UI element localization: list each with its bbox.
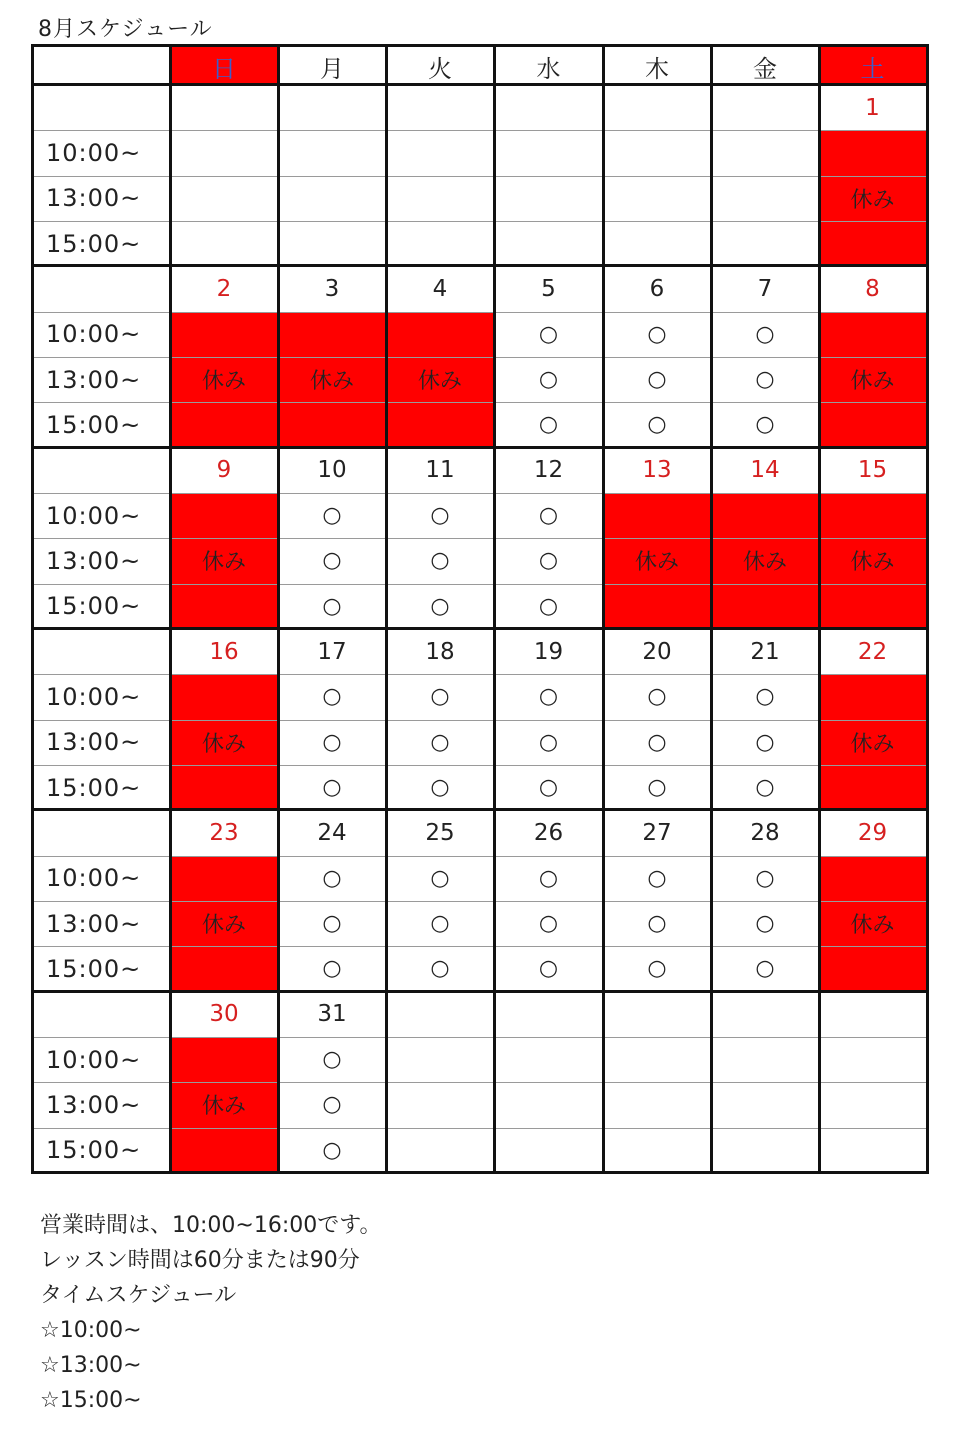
time-label: 15:00~	[46, 229, 142, 258]
time-label: 15:00~	[46, 1136, 142, 1165]
weekday-header: 木	[645, 54, 669, 83]
open-slot-mark[interactable]: ○	[755, 775, 775, 801]
weekday-header: 日	[170, 47, 278, 85]
weekday-header: 金	[753, 54, 777, 83]
row-divider	[34, 946, 926, 947]
open-slot-mark[interactable]: ○	[647, 865, 667, 891]
date-cell: 20	[642, 638, 672, 665]
date-cell: 25	[425, 819, 455, 846]
time-label: 15:00~	[46, 410, 142, 439]
date-cell: 1	[865, 94, 880, 121]
open-slot-mark[interactable]: ○	[430, 548, 450, 574]
open-slot-mark[interactable]: ○	[755, 367, 775, 393]
rest-block: 休み	[386, 312, 494, 448]
note-line: ☆13:00~	[40, 1353, 142, 1378]
column-divider	[493, 47, 496, 1171]
rest-block: 休み	[170, 856, 278, 992]
time-label: 10:00~	[46, 501, 142, 530]
date-cell: 15	[857, 457, 888, 484]
open-slot-mark[interactable]: ○	[430, 775, 450, 801]
row-divider	[34, 765, 926, 766]
row-divider	[34, 856, 926, 857]
open-slot-mark[interactable]: ○	[322, 865, 342, 891]
open-slot-mark[interactable]: ○	[755, 412, 775, 438]
open-slot-mark[interactable]: ○	[538, 684, 559, 710]
date-cell: 13	[642, 457, 672, 484]
date-cell: 4	[432, 275, 448, 302]
note-line: 営業時間は、10:00~16:00です。	[40, 1213, 382, 1238]
open-slot-mark[interactable]: ○	[322, 729, 342, 755]
date-cell: 12	[533, 457, 564, 484]
open-slot-mark[interactable]: ○	[538, 911, 559, 937]
business-notes	[40, 1208, 381, 1418]
date-cell: 19	[533, 638, 564, 665]
open-slot-mark[interactable]: ○	[430, 593, 450, 619]
row-divider	[34, 357, 926, 358]
week-divider	[34, 83, 926, 86]
rest-block: 休み	[819, 493, 926, 629]
rest-block: 休み	[819, 130, 926, 266]
open-slot-mark[interactable]: ○	[647, 911, 667, 937]
weekday-header: 火	[428, 54, 452, 83]
open-slot-mark[interactable]: ○	[538, 775, 559, 801]
rest-block: 休み	[819, 312, 926, 448]
column-divider	[385, 47, 388, 1171]
open-slot-mark[interactable]: ○	[538, 321, 559, 347]
week-divider	[34, 446, 926, 449]
open-slot-mark[interactable]: ○	[647, 729, 667, 755]
date-cell: 11	[425, 457, 455, 484]
open-slot-mark[interactable]: ○	[538, 865, 559, 891]
date-cell: 16	[209, 638, 239, 665]
open-slot-mark[interactable]: ○	[322, 911, 342, 937]
date-cell: 5	[541, 275, 556, 302]
note-line: ☆15:00~	[40, 1388, 142, 1413]
time-label: 13:00~	[46, 1090, 142, 1119]
weekday-header: 土	[819, 47, 926, 85]
open-slot-mark[interactable]: ○	[647, 321, 667, 347]
date-cell: 26	[533, 819, 564, 846]
time-label: 13:00~	[46, 546, 142, 575]
row-divider	[34, 538, 926, 539]
time-label: 10:00~	[46, 320, 142, 349]
rest-block: 休み	[819, 856, 926, 992]
row-divider	[34, 674, 926, 675]
date-cell: 2	[216, 275, 232, 302]
week-divider	[34, 990, 926, 993]
date-cell: 21	[750, 638, 780, 665]
open-slot-mark[interactable]: ○	[430, 865, 450, 891]
open-slot-mark[interactable]: ○	[647, 775, 667, 801]
column-divider	[277, 47, 280, 1171]
open-slot-mark[interactable]: ○	[538, 956, 559, 982]
page-title: 8月スケジュール	[38, 17, 213, 42]
time-label: 15:00~	[46, 592, 142, 621]
date-cell: 6	[649, 275, 665, 302]
open-slot-mark[interactable]: ○	[538, 367, 559, 393]
week-divider	[34, 264, 926, 267]
open-slot-mark[interactable]: ○	[647, 412, 667, 438]
open-slot-mark[interactable]: ○	[430, 956, 450, 982]
open-slot-mark[interactable]: ○	[755, 729, 775, 755]
open-slot-mark[interactable]: ○	[755, 956, 775, 982]
time-label: 13:00~	[46, 184, 142, 213]
row-divider	[34, 720, 926, 721]
open-slot-mark[interactable]: ○	[538, 593, 559, 619]
open-slot-mark[interactable]: ○	[430, 729, 450, 755]
rest-block: 休み	[170, 312, 278, 448]
open-slot-mark[interactable]: ○	[538, 729, 559, 755]
open-slot-mark[interactable]: ○	[647, 956, 667, 982]
rest-block: 休み	[278, 312, 386, 448]
open-slot-mark[interactable]: ○	[538, 548, 559, 574]
column-divider	[818, 47, 821, 1171]
open-slot-mark[interactable]: ○	[647, 367, 667, 393]
row-divider	[34, 1037, 926, 1038]
open-slot-mark[interactable]: ○	[755, 865, 775, 891]
time-label: 13:00~	[46, 909, 142, 938]
row-divider	[34, 402, 926, 403]
date-cell: 29	[857, 819, 888, 846]
open-slot-mark[interactable]: ○	[430, 503, 450, 529]
row-divider	[34, 584, 926, 585]
open-slot-mark[interactable]: ○	[538, 412, 559, 438]
row-divider	[34, 130, 926, 131]
open-slot-mark[interactable]: ○	[322, 956, 342, 982]
date-cell: 30	[209, 1001, 239, 1028]
date-cell: 28	[750, 819, 780, 846]
row-divider	[34, 221, 926, 222]
rest-block: 休み	[819, 674, 926, 810]
rest-block: 休み	[603, 493, 711, 629]
open-slot-mark[interactable]: ○	[755, 911, 775, 937]
note-line: ☆10:00~	[40, 1318, 142, 1343]
time-label: 15:00~	[46, 773, 142, 802]
open-slot-mark[interactable]: ○	[322, 1092, 342, 1118]
column-divider	[602, 47, 605, 1171]
date-cell: 10	[317, 457, 347, 484]
open-slot-mark[interactable]: ○	[430, 911, 450, 937]
rest-block: 休み	[711, 493, 819, 629]
time-label: 10:00~	[46, 138, 142, 167]
weekday-header: 月	[320, 54, 344, 83]
date-cell: 8	[865, 275, 880, 302]
schedule-grid	[31, 44, 929, 1174]
rest-block: 休み	[170, 674, 278, 810]
open-slot-mark[interactable]: ○	[755, 684, 775, 710]
open-slot-mark[interactable]: ○	[322, 548, 342, 574]
date-cell: 14	[750, 457, 780, 484]
column-divider	[710, 47, 713, 1171]
time-label: 10:00~	[46, 682, 142, 711]
row-divider	[34, 901, 926, 902]
note-line: レッスン時間は60分または90分	[40, 1248, 360, 1273]
row-divider	[34, 176, 926, 177]
open-slot-mark[interactable]: ○	[322, 775, 342, 801]
date-cell: 27	[642, 819, 672, 846]
note-line: タイムスケジュール	[40, 1283, 237, 1308]
date-cell: 17	[317, 638, 347, 665]
date-cell: 23	[209, 819, 239, 846]
open-slot-mark[interactable]: ○	[647, 684, 667, 710]
time-label: 13:00~	[46, 365, 142, 394]
date-cell: 7	[757, 275, 773, 302]
row-divider	[34, 493, 926, 494]
week-divider	[34, 627, 926, 630]
column-divider	[169, 47, 172, 1171]
row-divider	[34, 312, 926, 313]
open-slot-mark[interactable]: ○	[322, 593, 342, 619]
open-slot-mark[interactable]: ○	[322, 1137, 342, 1163]
date-cell: 18	[425, 638, 455, 665]
rest-block: 休み	[170, 493, 278, 629]
open-slot-mark[interactable]: ○	[430, 684, 450, 710]
date-cell: 31	[317, 1001, 347, 1028]
week-divider	[34, 808, 926, 811]
rest-block: 休み	[170, 1037, 278, 1173]
row-divider	[34, 1082, 926, 1083]
open-slot-mark[interactable]: ○	[322, 1047, 342, 1073]
date-cell: 22	[857, 638, 888, 665]
date-cell: 3	[324, 275, 340, 302]
open-slot-mark[interactable]: ○	[538, 503, 559, 529]
time-label: 10:00~	[46, 1045, 142, 1074]
time-label: 13:00~	[46, 728, 142, 757]
row-divider	[34, 1128, 926, 1129]
weekday-header: 水	[536, 54, 561, 83]
time-label: 15:00~	[46, 954, 142, 983]
open-slot-mark[interactable]: ○	[322, 503, 342, 529]
time-label: 10:00~	[46, 864, 142, 893]
date-cell: 9	[216, 457, 232, 484]
open-slot-mark[interactable]: ○	[755, 321, 775, 347]
open-slot-mark[interactable]: ○	[322, 684, 342, 710]
date-cell: 24	[317, 819, 347, 846]
